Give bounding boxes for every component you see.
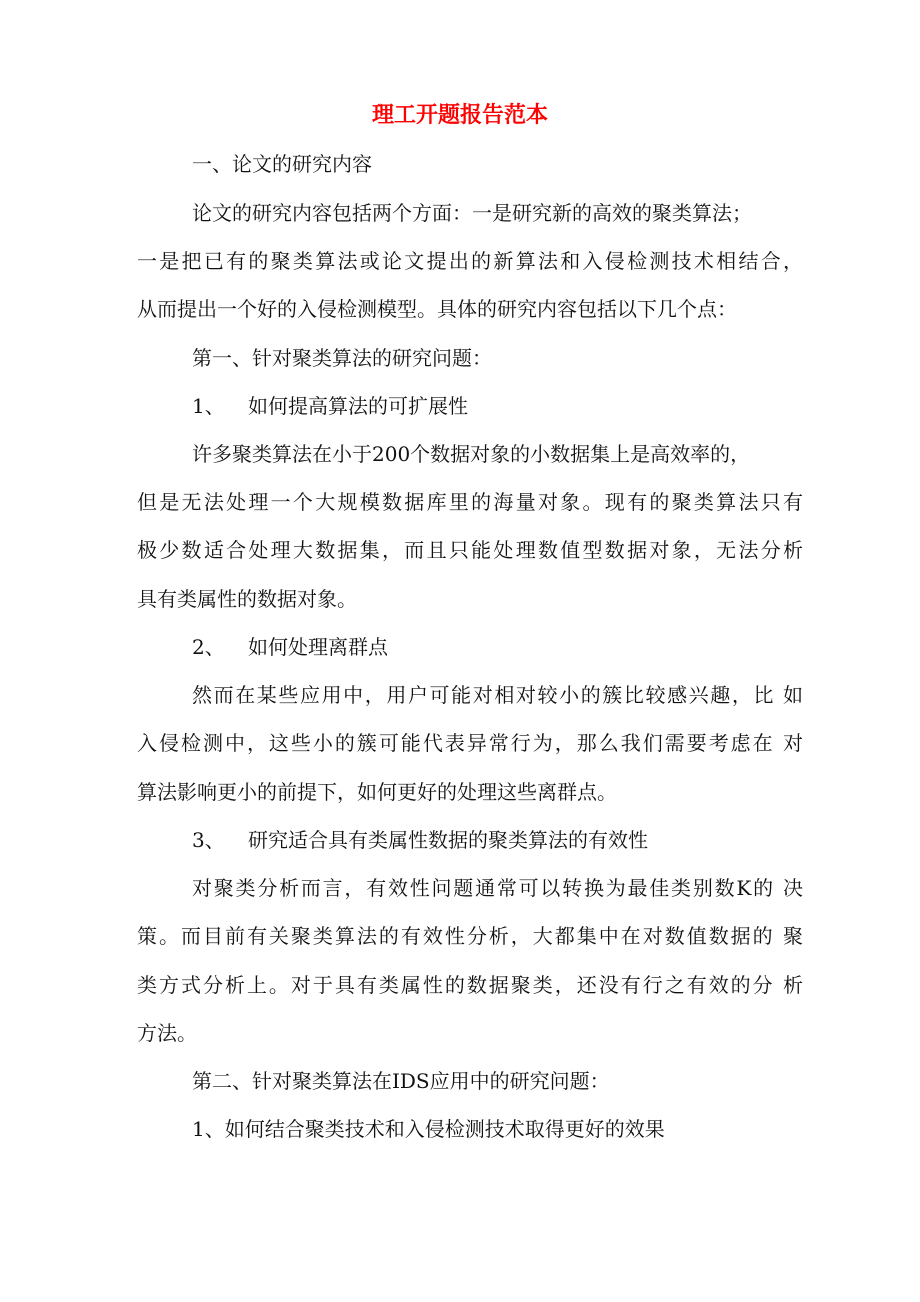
- paragraph-line: 入侵检测中，这些小的簇可能代表异常行为，那么我们需要考虑在 对: [137, 731, 803, 755]
- paragraph-line: 从而提出一个好的入侵检测模型。具体的研究内容包括以下几个点：: [137, 297, 737, 321]
- item-text: 如何处理离群点: [248, 635, 388, 659]
- paragraph-line: 方法。: [137, 1021, 197, 1045]
- item-number: 1、: [192, 394, 225, 418]
- paragraph-line: 论文的研究内容包括两个方面：一是研究新的高效的聚类算法；: [192, 201, 752, 225]
- paragraph-line: 类方式分析上。对于具有类属性的数据聚类，还没有行之有效的分 析: [137, 973, 803, 997]
- item-text: 研究适合具有类属性数据的聚类算法的有效性: [248, 828, 648, 852]
- subsection-heading: 第一、针对聚类算法的研究问题：: [192, 346, 492, 370]
- paragraph-line: 策。而目前有关聚类算法的有效性分析，大都集中在对数值数据的 聚: [137, 924, 803, 948]
- paragraph-line: 对聚类分析而言，有效性问题通常可以转换为最佳类别数K的 决: [192, 876, 803, 900]
- section-heading: 一、论文的研究内容: [192, 152, 372, 176]
- numbered-item: [192, 822, 648, 858]
- paragraph-line: 极少数适合处理大数据集，而且只能处理数值型数据对象，无法分析: [137, 538, 803, 562]
- item-number: 2、: [192, 635, 225, 659]
- numbered-item: [192, 629, 388, 665]
- paragraph-line: 具有类属性的数据对象。: [137, 587, 357, 611]
- item-number: 3、: [192, 828, 225, 852]
- paragraph-line: 许多聚类算法在小于200个数据对象的小数据集上是高效率的，: [192, 442, 751, 466]
- numbered-item-text: 1、如何结合聚类技术和入侵检测技术取得更好的效果: [192, 1117, 665, 1141]
- paragraph-line: 算法影响更小的前提下，如何更好的处理这些离群点。: [137, 780, 617, 804]
- paragraph-line: 然而在某些应用中，用户可能对相对较小的簇比较感兴趣，比 如: [192, 683, 803, 707]
- item-text: 如何提高算法的可扩展性: [248, 394, 468, 418]
- subsection-heading: 第二、针对聚类算法在IDS应用中的研究问题：: [192, 1069, 610, 1093]
- numbered-item: [192, 388, 468, 424]
- paragraph-line: 一是把已有的聚类算法或论文提出的新算法和入侵检测技术相结合，: [137, 249, 803, 273]
- document-title: 理工开题报告范本: [371, 103, 548, 128]
- paragraph-line: 但是无法处理一个大规模数据库里的海量对象。现有的聚类算法只有: [137, 490, 803, 514]
